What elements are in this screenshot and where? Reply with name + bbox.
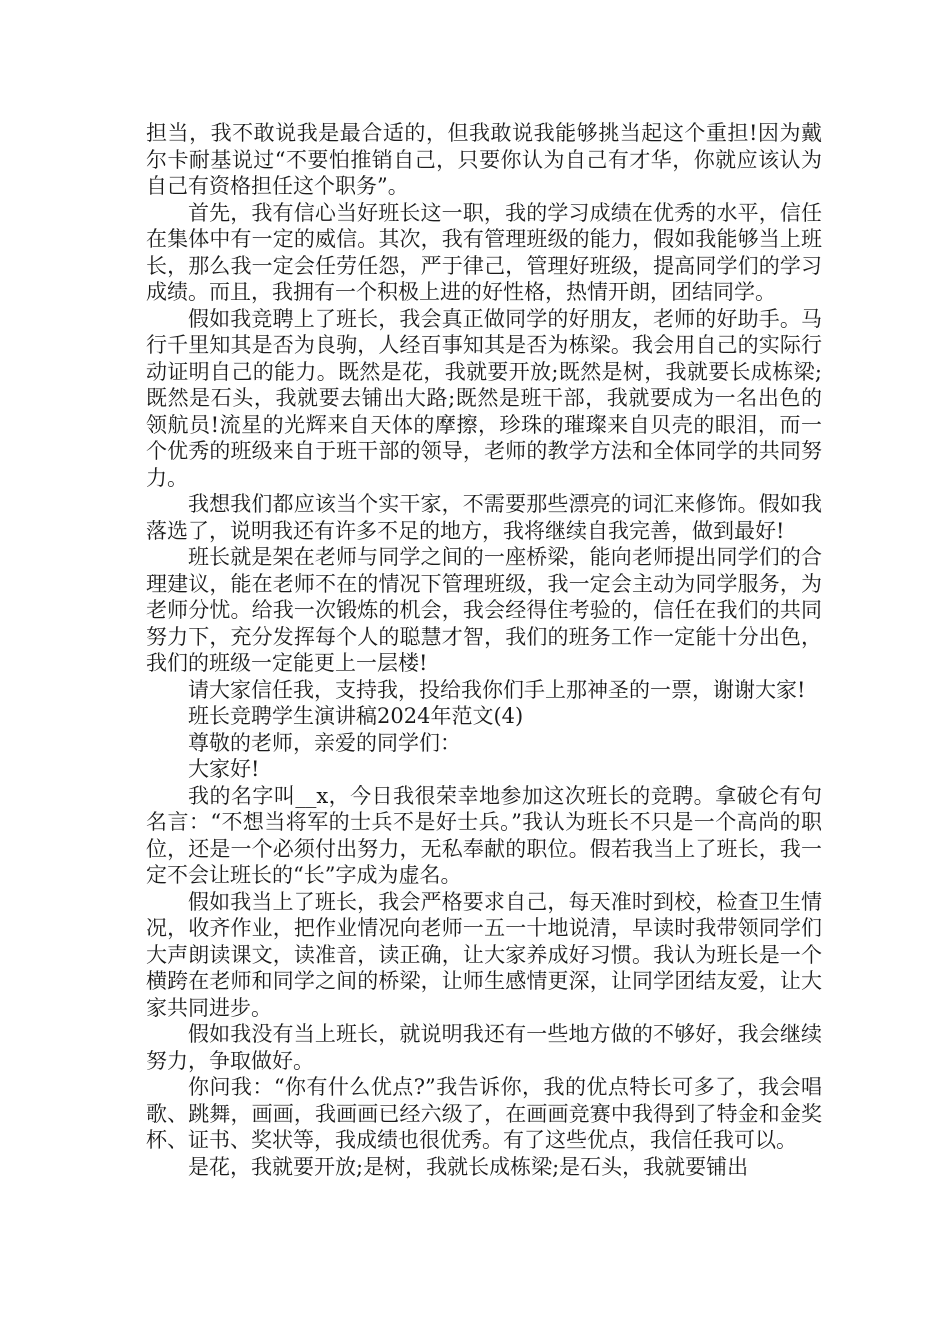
paragraph-closing-fragment: 是花，我就要开放;是树，我就长成栋梁;是石头，我就要铺出: [188, 1154, 749, 1179]
document-page: [146, 120, 822, 1180]
paragraph-strengths: 你问我：“你有什么优点?”我告诉你，我的优点特长可多了，我会唱歌、跳舞，画画，我画画已经六级了，在画画竞赛中我得到了特金和金奖杯、证书、奖状等，我成绩也很优秀。有了这些优点，我信任我可以。: [146, 1075, 822, 1152]
paragraph-if-not-elected: 假如我没有当上班长，就说明我还有一些地方做的不够好，我会继续努力，争取做好。: [146, 1022, 822, 1073]
paragraph-confidence: 首先，我有信心当好班长这一职，我的学习成绩在优秀的水平，信任在集体中有一定的威信。其次，我有管理班级的能力，假如我能够当上班长，那么我一定会任劳任怨，严于律己，管理好班级，提高同学们的学习成绩。而且，我拥有一个积极上进的好性格，热情开朗，团结同学。: [146, 200, 822, 304]
paragraph-practical: 我想我们都应该当个实干家，不需要那些漂亮的词汇来修饰。假如我落选了，说明我还有许多不足的地方，我将继续自我完善，做到最好!: [146, 492, 822, 543]
paragraph-introduction: 我的名字叫__x，今日我很荣幸地参加这次班长的竞聘。拿破仑有句名言：“不想当将军的士兵不是好士兵。”我认为班长不只是一个高尚的职位，还是一个必须付出努力，无私奉献的职位。假若我当上了班长，我一定不会让班长的“长”字成为虚名。: [146, 783, 822, 887]
section-heading: 班长竞聘学生演讲稿2024年范文(4): [188, 704, 524, 728]
salutation: 尊敬的老师，亲爱的同学们：: [188, 730, 461, 755]
paragraph-continued: 担当，我不敢说我是最合适的，但我敢说我能够挑当起这个重担!因为戴尔卡耐基说过“不要怕推销自己，只要你认为自己有才华，你就应该认为自己有资格担任这个职务”。: [146, 121, 822, 198]
paragraph-vote-request: 请大家信任我，支持我，投给我你们手上那神圣的一票，谢谢大家!: [188, 677, 806, 702]
greeting: 大家好!: [188, 757, 260, 781]
paragraph-if-elected: 假如我竞聘上了班长，我会真正做同学的好朋友，老师的好助手。马行千里知其是否为良驹，人经百事知其是否为栋梁。我会用自己的实际行动证明自己的能力。既然是花，我就要开放;既然是树，我就要长成栋梁;既然是石头，我就要去铺出大路;既然是班干部，我就要成为一名出色的领航员!流星的光辉来自天体的摩擦，珍珠的璀璨来自贝壳的眼泪，而一个优秀的班级来自于班干部的领导，老师的教学方法和全体同学的共同努力。: [146, 306, 822, 490]
paragraph-bridge: 班长就是架在老师与同学之间的一座桥梁，能向老师提出同学们的合理建议，能在老师不在的情况下管理班级，我一定会主动为同学服务，为老师分忧。给我一次锻炼的机会，我会经得住考验的，信任在我们的共同努力下，充分发挥每个人的聪慧才智，我们的班务工作一定能十分出色，我们的班级一定能更上一层楼!: [146, 545, 822, 675]
paragraph-duties: 假如我当上了班长，我会严格要求自己，每天准时到校，检查卫生情况，收齐作业，把作业情况向老师一五一十地说清，早读时我带领同学们大声朗读课文，读准音，读正确，让大家养成好习惯。我认为班长是一个横跨在老师和同学之间的桥梁，让师生感情更深，让同学团结友爱，让大家共同进步。: [146, 889, 822, 1020]
